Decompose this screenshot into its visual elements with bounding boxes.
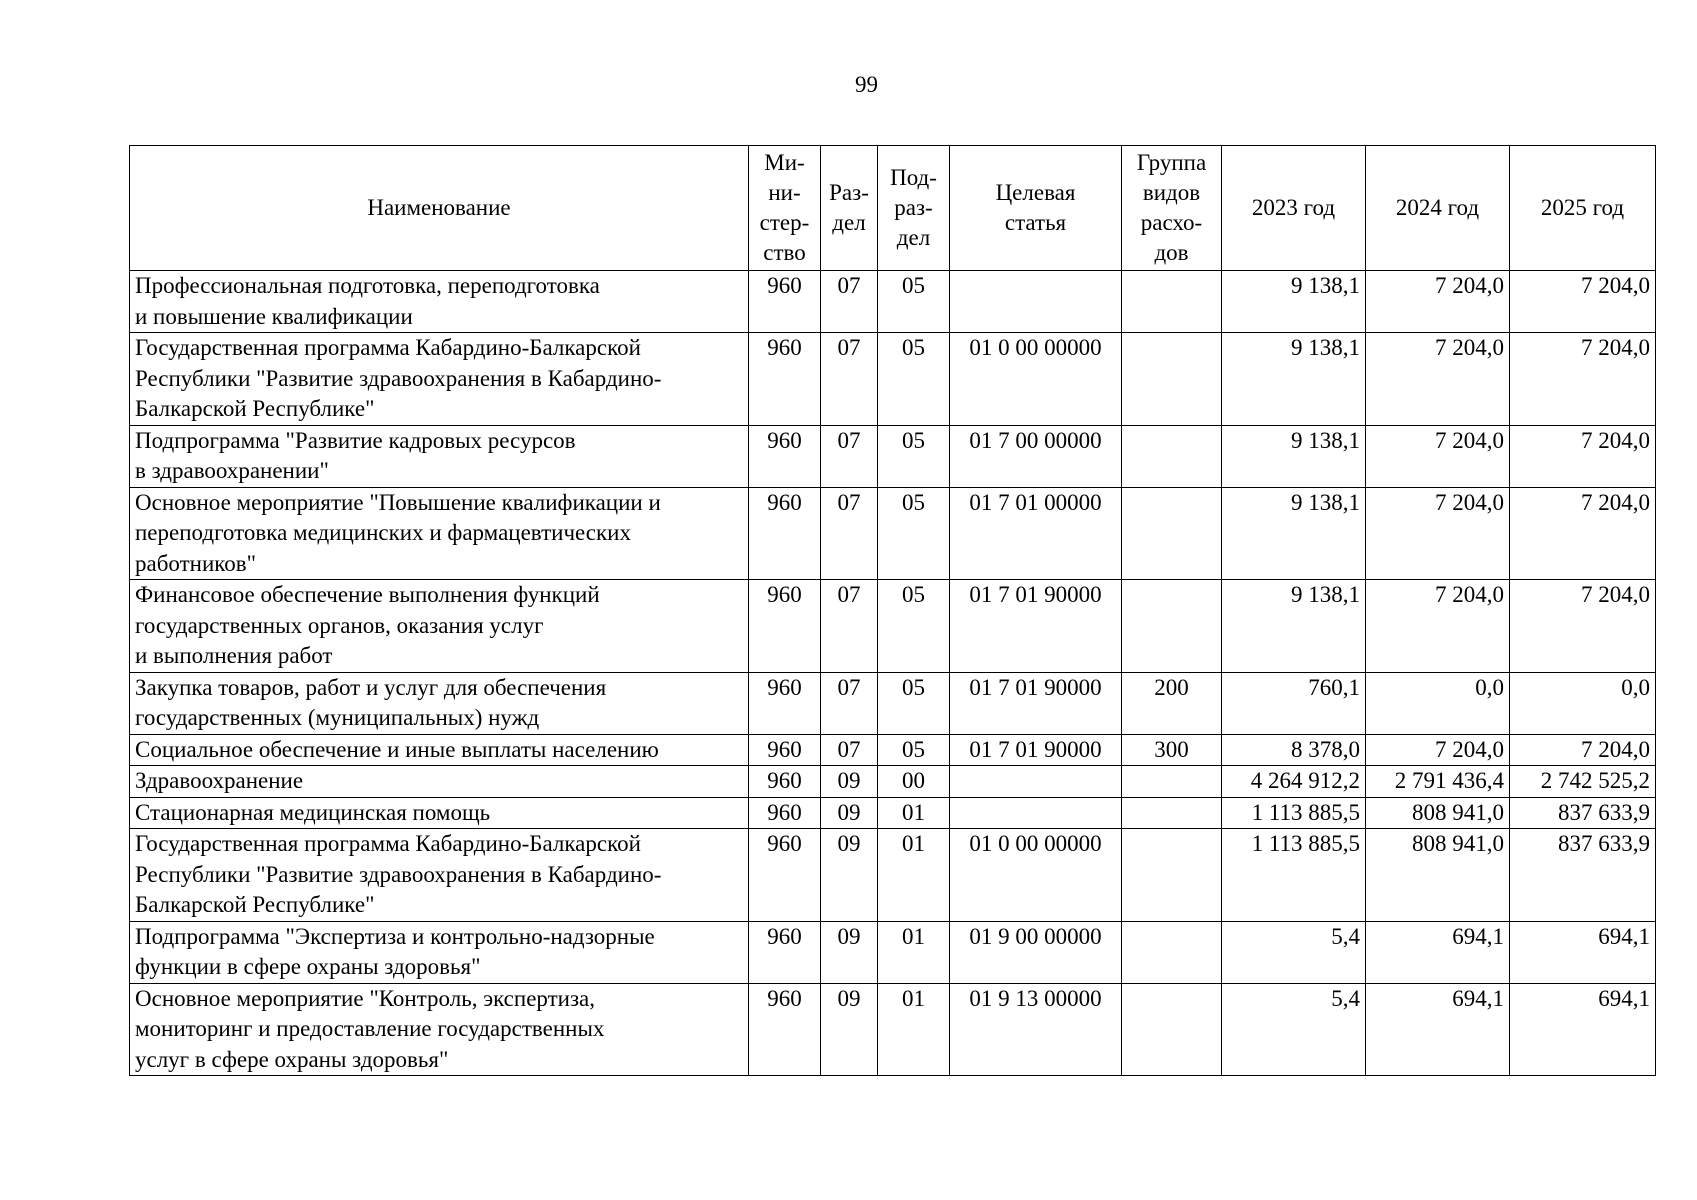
row-ministry: 960 bbox=[749, 580, 821, 673]
header-group: Группа видов расхо- дов bbox=[1122, 146, 1222, 271]
row-subsection: 05 bbox=[878, 580, 950, 673]
row-group bbox=[1122, 983, 1222, 1076]
row-section: 09 bbox=[821, 797, 878, 829]
row-subsection: 05 bbox=[878, 672, 950, 734]
row-value-2025: 837 633,9 bbox=[1510, 797, 1656, 829]
row-name bbox=[130, 797, 749, 829]
row-group bbox=[1122, 271, 1222, 333]
row-name bbox=[130, 921, 749, 983]
row-name-line: и повышение квалификации bbox=[135, 303, 413, 329]
table-row bbox=[130, 829, 1656, 922]
row-ministry: 960 bbox=[749, 734, 821, 766]
row-value-2024: 808 941,0 bbox=[1366, 797, 1510, 829]
row-value-2023: 9 138,1 bbox=[1222, 425, 1366, 487]
row-subsection: 01 bbox=[878, 921, 950, 983]
row-ministry: 960 bbox=[749, 672, 821, 734]
row-subsection: 00 bbox=[878, 766, 950, 798]
row-name-line: мониторинг и предоставление государственных bbox=[135, 1016, 605, 1041]
row-group bbox=[1122, 829, 1222, 922]
header-name: Наименование bbox=[130, 146, 749, 271]
row-value-2024: 2 791 436,4 bbox=[1366, 766, 1510, 798]
row-group: 300 bbox=[1122, 734, 1222, 766]
table-row bbox=[130, 580, 1656, 673]
row-group bbox=[1122, 921, 1222, 983]
table-row bbox=[130, 333, 1656, 426]
row-name-line: Стационарная медицинская помощь bbox=[135, 799, 491, 825]
row-name bbox=[130, 766, 749, 798]
row-name bbox=[130, 580, 749, 673]
row-target: 01 0 00 00000 bbox=[950, 333, 1122, 426]
row-subsection: 05 bbox=[878, 734, 950, 766]
page-number: 99 bbox=[855, 72, 878, 97]
row-target: 01 0 00 00000 bbox=[950, 829, 1122, 922]
table-header-row bbox=[130, 146, 1656, 271]
row-ministry: 960 bbox=[749, 271, 821, 333]
row-name-line: функции в сфере охраны здоровья" bbox=[135, 954, 481, 979]
row-value-2023: 9 138,1 bbox=[1222, 333, 1366, 426]
row-target: 01 7 01 90000 bbox=[950, 734, 1122, 766]
row-name-line: и выполнения работ bbox=[135, 643, 333, 668]
row-group bbox=[1122, 766, 1222, 798]
row-name-line: работников" bbox=[135, 550, 257, 576]
row-group bbox=[1122, 797, 1222, 829]
row-section: 07 bbox=[821, 425, 878, 487]
row-name-line: Балкарской Республике" bbox=[135, 396, 375, 421]
row-value-2025: 0,0 bbox=[1510, 672, 1656, 734]
row-name-line: Закупка товаров, работ и услуг для обеспечения bbox=[135, 674, 607, 700]
row-name-line: переподготовка медицинских и фармацевтических bbox=[135, 520, 631, 545]
row-ministry: 960 bbox=[749, 797, 821, 829]
row-ministry: 960 bbox=[749, 487, 821, 580]
row-value-2025: 7 204,0 bbox=[1510, 487, 1656, 580]
row-name-line: услуг в сфере охраны здоровья" bbox=[135, 1046, 449, 1072]
row-ministry: 960 bbox=[749, 983, 821, 1076]
row-name-line: Основное мероприятие "Повышение квалификации и bbox=[135, 489, 661, 515]
row-value-2023: 8 378,0 bbox=[1222, 734, 1366, 766]
row-group: 200 bbox=[1122, 672, 1222, 734]
row-name bbox=[130, 829, 749, 922]
row-value-2024: 7 204,0 bbox=[1366, 580, 1510, 673]
row-target: 01 7 00 00000 bbox=[950, 425, 1122, 487]
row-value-2025: 7 204,0 bbox=[1510, 580, 1656, 673]
row-name bbox=[130, 672, 749, 734]
budget-table bbox=[129, 145, 1656, 1076]
row-value-2025: 7 204,0 bbox=[1510, 333, 1656, 426]
row-subsection: 01 bbox=[878, 797, 950, 829]
row-name-line: Государственная программа Кабардино-Балкарской bbox=[135, 831, 641, 856]
row-subsection: 01 bbox=[878, 983, 950, 1076]
table-row bbox=[130, 271, 1656, 333]
header-2023: 2023 год bbox=[1222, 146, 1366, 271]
row-value-2023: 1 113 885,5 bbox=[1222, 829, 1366, 922]
row-name bbox=[130, 487, 749, 580]
row-value-2025: 7 204,0 bbox=[1510, 425, 1656, 487]
table-row bbox=[130, 487, 1656, 580]
row-value-2023: 5,4 bbox=[1222, 983, 1366, 1076]
row-value-2023: 9 138,1 bbox=[1222, 580, 1366, 673]
row-group bbox=[1122, 333, 1222, 426]
row-group bbox=[1122, 487, 1222, 580]
row-section: 09 bbox=[821, 766, 878, 798]
row-name bbox=[130, 734, 749, 766]
row-value-2024: 7 204,0 bbox=[1366, 271, 1510, 333]
row-value-2025: 694,1 bbox=[1510, 983, 1656, 1076]
row-section: 09 bbox=[821, 829, 878, 922]
row-value-2024: 7 204,0 bbox=[1366, 425, 1510, 487]
header-subsection: Под- раз- дел bbox=[878, 146, 950, 271]
row-target: 01 7 01 90000 bbox=[950, 672, 1122, 734]
table-row bbox=[130, 921, 1656, 983]
row-name-line: Здравоохранение bbox=[135, 768, 304, 793]
row-group bbox=[1122, 425, 1222, 487]
row-target: 01 7 01 90000 bbox=[950, 580, 1122, 673]
row-value-2024: 7 204,0 bbox=[1366, 734, 1510, 766]
row-value-2025: 7 204,0 bbox=[1510, 271, 1656, 333]
row-value-2024: 0,0 bbox=[1366, 672, 1510, 734]
row-target: 01 9 13 00000 bbox=[950, 983, 1122, 1076]
row-ministry: 960 bbox=[749, 333, 821, 426]
row-section: 07 bbox=[821, 734, 878, 766]
row-name-line: Республики "Развитие здравоохранения в Кабардино- bbox=[135, 861, 662, 887]
row-subsection: 05 bbox=[878, 271, 950, 333]
row-name-line: государственных (муниципальных) нужд bbox=[135, 705, 540, 730]
header-2024: 2024 год bbox=[1366, 146, 1510, 271]
row-value-2023: 5,4 bbox=[1222, 921, 1366, 983]
row-name-line: в здравоохранении" bbox=[135, 458, 329, 483]
row-ministry: 960 bbox=[749, 829, 821, 922]
row-value-2023: 760,1 bbox=[1222, 672, 1366, 734]
row-section: 09 bbox=[821, 921, 878, 983]
row-target bbox=[950, 766, 1122, 798]
row-target bbox=[950, 271, 1122, 333]
row-value-2023: 9 138,1 bbox=[1222, 487, 1366, 580]
row-value-2024: 7 204,0 bbox=[1366, 333, 1510, 426]
row-ministry: 960 bbox=[749, 766, 821, 798]
row-value-2025: 837 633,9 bbox=[1510, 829, 1656, 922]
row-subsection: 05 bbox=[878, 487, 950, 580]
table-row bbox=[130, 425, 1656, 487]
row-subsection: 01 bbox=[878, 829, 950, 922]
row-value-2025: 7 204,0 bbox=[1510, 734, 1656, 766]
row-value-2023: 1 113 885,5 bbox=[1222, 797, 1366, 829]
row-ministry: 960 bbox=[749, 425, 821, 487]
row-value-2023: 4 264 912,2 bbox=[1222, 766, 1366, 798]
row-section: 07 bbox=[821, 271, 878, 333]
table-row bbox=[130, 766, 1656, 798]
row-name bbox=[130, 271, 749, 333]
row-name-line: Финансовое обеспечение выполнения функций bbox=[135, 582, 600, 607]
row-name-line: Подпрограмма "Развитие кадровых ресурсов bbox=[135, 427, 576, 453]
row-value-2024: 7 204,0 bbox=[1366, 487, 1510, 580]
row-value-2023: 9 138,1 bbox=[1222, 271, 1366, 333]
row-name-line: Республики "Развитие здравоохранения в Кабардино- bbox=[135, 365, 662, 391]
row-section: 07 bbox=[821, 487, 878, 580]
table-row bbox=[130, 734, 1656, 766]
row-name bbox=[130, 983, 749, 1076]
row-group bbox=[1122, 580, 1222, 673]
row-name-line: Балкарской Республике" bbox=[135, 892, 375, 917]
row-name-line: Основное мероприятие "Контроль, экспертиза, bbox=[135, 985, 595, 1011]
row-section: 07 bbox=[821, 580, 878, 673]
row-value-2024: 694,1 bbox=[1366, 983, 1510, 1076]
table-row bbox=[130, 672, 1656, 734]
row-name-line: государственных органов, оказания услуг bbox=[135, 612, 544, 638]
header-ministry: Ми- ни- стер- ство bbox=[749, 146, 821, 271]
header-section: Раз- дел bbox=[821, 146, 878, 271]
table-body bbox=[130, 271, 1656, 1076]
row-name bbox=[130, 333, 749, 426]
row-value-2025: 2 742 525,2 bbox=[1510, 766, 1656, 798]
row-section: 07 bbox=[821, 333, 878, 426]
row-target: 01 9 00 00000 bbox=[950, 921, 1122, 983]
table-row bbox=[130, 797, 1656, 829]
row-subsection: 05 bbox=[878, 333, 950, 426]
row-value-2025: 694,1 bbox=[1510, 921, 1656, 983]
row-name-line: Профессиональная подготовка, переподготовка bbox=[135, 273, 600, 298]
header-target: Целевая статья bbox=[950, 146, 1122, 271]
row-name-line: Подпрограмма "Экспертиза и контрольно-надзорные bbox=[135, 923, 655, 949]
table-row bbox=[130, 983, 1656, 1076]
row-name-line: Государственная программа Кабардино-Балкарской bbox=[135, 335, 641, 360]
row-name-line: Социальное обеспечение и иные выплаты населению bbox=[135, 736, 659, 762]
row-section: 09 bbox=[821, 983, 878, 1076]
row-value-2024: 694,1 bbox=[1366, 921, 1510, 983]
row-ministry: 960 bbox=[749, 921, 821, 983]
row-subsection: 05 bbox=[878, 425, 950, 487]
row-value-2024: 808 941,0 bbox=[1366, 829, 1510, 922]
row-target: 01 7 01 00000 bbox=[950, 487, 1122, 580]
header-2025: 2025 год bbox=[1510, 146, 1656, 271]
row-section: 07 bbox=[821, 672, 878, 734]
row-name bbox=[130, 425, 749, 487]
row-target bbox=[950, 797, 1122, 829]
